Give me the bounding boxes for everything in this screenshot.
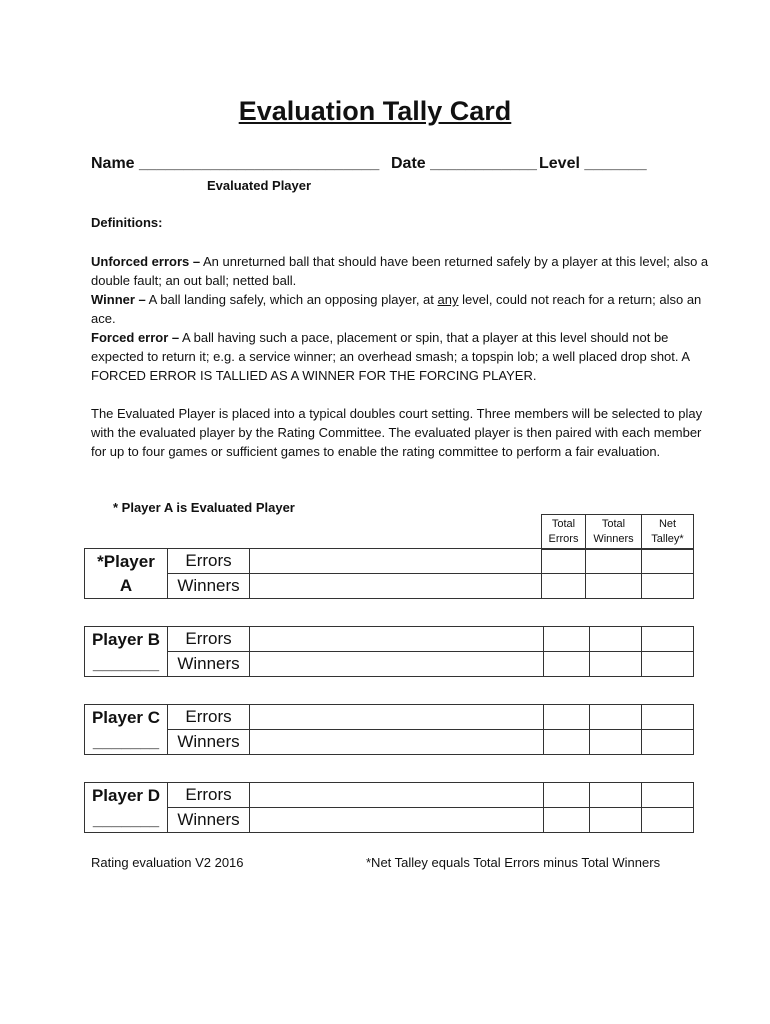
player-a-note: * Player A is Evaluated Player <box>113 500 295 515</box>
net-tally-cell[interactable] <box>642 730 694 755</box>
evaluated-player-caption: Evaluated Player <box>207 178 312 193</box>
total-winners-cell[interactable] <box>590 652 642 677</box>
total-errors-cell[interactable] <box>542 574 586 599</box>
total-errors-cell[interactable] <box>542 549 586 574</box>
player-c-table <box>84 704 694 755</box>
winner-text-2: level, could not reach for a return; also an ace. <box>91 292 702 326</box>
total-winners-cell[interactable] <box>590 705 642 730</box>
player-name-cell <box>85 549 168 599</box>
total-errors-header <box>542 515 586 550</box>
errors-label: Errors <box>168 783 250 808</box>
net-tally-cell[interactable] <box>642 549 694 574</box>
header-line: Errors <box>548 533 579 545</box>
header-line: Total <box>601 518 626 530</box>
winners-label: Winners <box>168 808 250 833</box>
player-name: *Player <box>97 551 155 571</box>
header-line: Talley* <box>651 533 684 545</box>
total-errors-cell[interactable] <box>544 808 590 833</box>
errors-label: Errors <box>168 549 250 574</box>
total-errors-cell[interactable] <box>544 627 590 652</box>
net-tally-cell[interactable] <box>642 652 694 677</box>
date-field[interactable]: Date ____________ <box>391 155 537 172</box>
total-errors-cell[interactable] <box>544 783 590 808</box>
player-b-table <box>84 626 694 677</box>
forced-text: A ball having such a pace, placement or spin, that a player at this level should not be expected to return it; e.g. a service winner; an overhead smash; a topspin lob; a well placed drop shot. A FORCED ERROR IS TALLIED AS A WINNER FOR THE FORCING PLAYER. <box>91 330 690 383</box>
winners-tally-cell[interactable] <box>250 574 542 599</box>
footer-version: Rating evaluation V2 2016 <box>91 855 244 870</box>
errors-tally-cell[interactable] <box>250 705 544 730</box>
definitions-text <box>91 252 711 385</box>
definition-winner <box>91 290 711 328</box>
header-line: Total <box>551 518 576 530</box>
winners-tally-cell[interactable] <box>250 730 544 755</box>
player-name-cell <box>85 705 168 755</box>
errors-tally-cell[interactable] <box>250 783 544 808</box>
winner-term: Winner – <box>91 292 146 307</box>
player-a-table <box>84 548 694 599</box>
errors-label: Errors <box>168 705 250 730</box>
player-name-cell <box>85 783 168 833</box>
total-errors-cell[interactable] <box>544 652 590 677</box>
player-name: Player C <box>91 707 161 727</box>
total-winners-cell[interactable] <box>586 574 642 599</box>
level-field[interactable]: Level _______ <box>539 155 647 172</box>
total-winners-cell[interactable] <box>590 783 642 808</box>
player-name-cell <box>85 627 168 677</box>
errors-tally-cell[interactable] <box>250 549 542 574</box>
total-winners-cell[interactable] <box>590 730 642 755</box>
definition-unforced <box>91 252 711 290</box>
player-name-line[interactable]: _______ <box>92 809 160 829</box>
net-tally-cell[interactable] <box>642 705 694 730</box>
net-tally-cell[interactable] <box>642 574 694 599</box>
total-errors-cell[interactable] <box>544 730 590 755</box>
player-name-line: A <box>119 575 133 595</box>
net-tally-header <box>642 515 694 550</box>
footer-net-tally-note: *Net Talley equals Total Errors minus Total Winners <box>366 855 661 870</box>
column-headers <box>541 514 694 550</box>
net-tally-cell[interactable] <box>642 808 694 833</box>
player-d-table <box>84 782 694 833</box>
player-name: Player B <box>91 629 161 649</box>
body-paragraph: The Evaluated Player is placed into a typical doubles court setting. Three members will be selected to play with the evaluated player by the Rating Committee. The evaluated player is then paired with each member for up to four games or sufficient games to enable the rating committee to perform a fair evaluation. <box>91 406 703 459</box>
total-winners-header <box>586 515 642 550</box>
page-title: Evaluation Tally Card <box>238 96 512 126</box>
net-tally-cell[interactable] <box>642 783 694 808</box>
header-line: Winners <box>593 533 634 545</box>
winners-tally-cell[interactable] <box>250 652 544 677</box>
unforced-term: Unforced errors – <box>91 254 201 269</box>
total-errors-cell[interactable] <box>544 705 590 730</box>
errors-tally-cell[interactable] <box>250 627 544 652</box>
winners-label: Winners <box>168 574 250 599</box>
total-winners-cell[interactable] <box>586 549 642 574</box>
winner-text-1: A ball landing safely, which an opposing player, at <box>145 292 438 307</box>
winners-tally-cell[interactable] <box>250 808 544 833</box>
net-tally-cell[interactable] <box>642 627 694 652</box>
player-name-line[interactable]: _______ <box>92 653 160 673</box>
total-winners-cell[interactable] <box>590 808 642 833</box>
header-line: Net <box>658 518 677 530</box>
winner-underline: any <box>437 292 459 307</box>
total-winners-cell[interactable] <box>590 627 642 652</box>
player-name: Player D <box>91 785 161 805</box>
errors-label: Errors <box>168 627 250 652</box>
definitions-heading: Definitions: <box>91 215 163 230</box>
player-name-line[interactable]: _______ <box>92 731 160 751</box>
unforced-text: An unreturned ball that should have been returned safely by a player at this level; also a double fault; an out ball; netted ball. <box>91 254 709 288</box>
forced-term: Forced error – <box>91 330 180 345</box>
name-field[interactable]: Name ___________________________ <box>91 155 380 172</box>
winners-label: Winners <box>168 652 250 677</box>
definition-forced <box>91 328 711 385</box>
winners-label: Winners <box>168 730 250 755</box>
